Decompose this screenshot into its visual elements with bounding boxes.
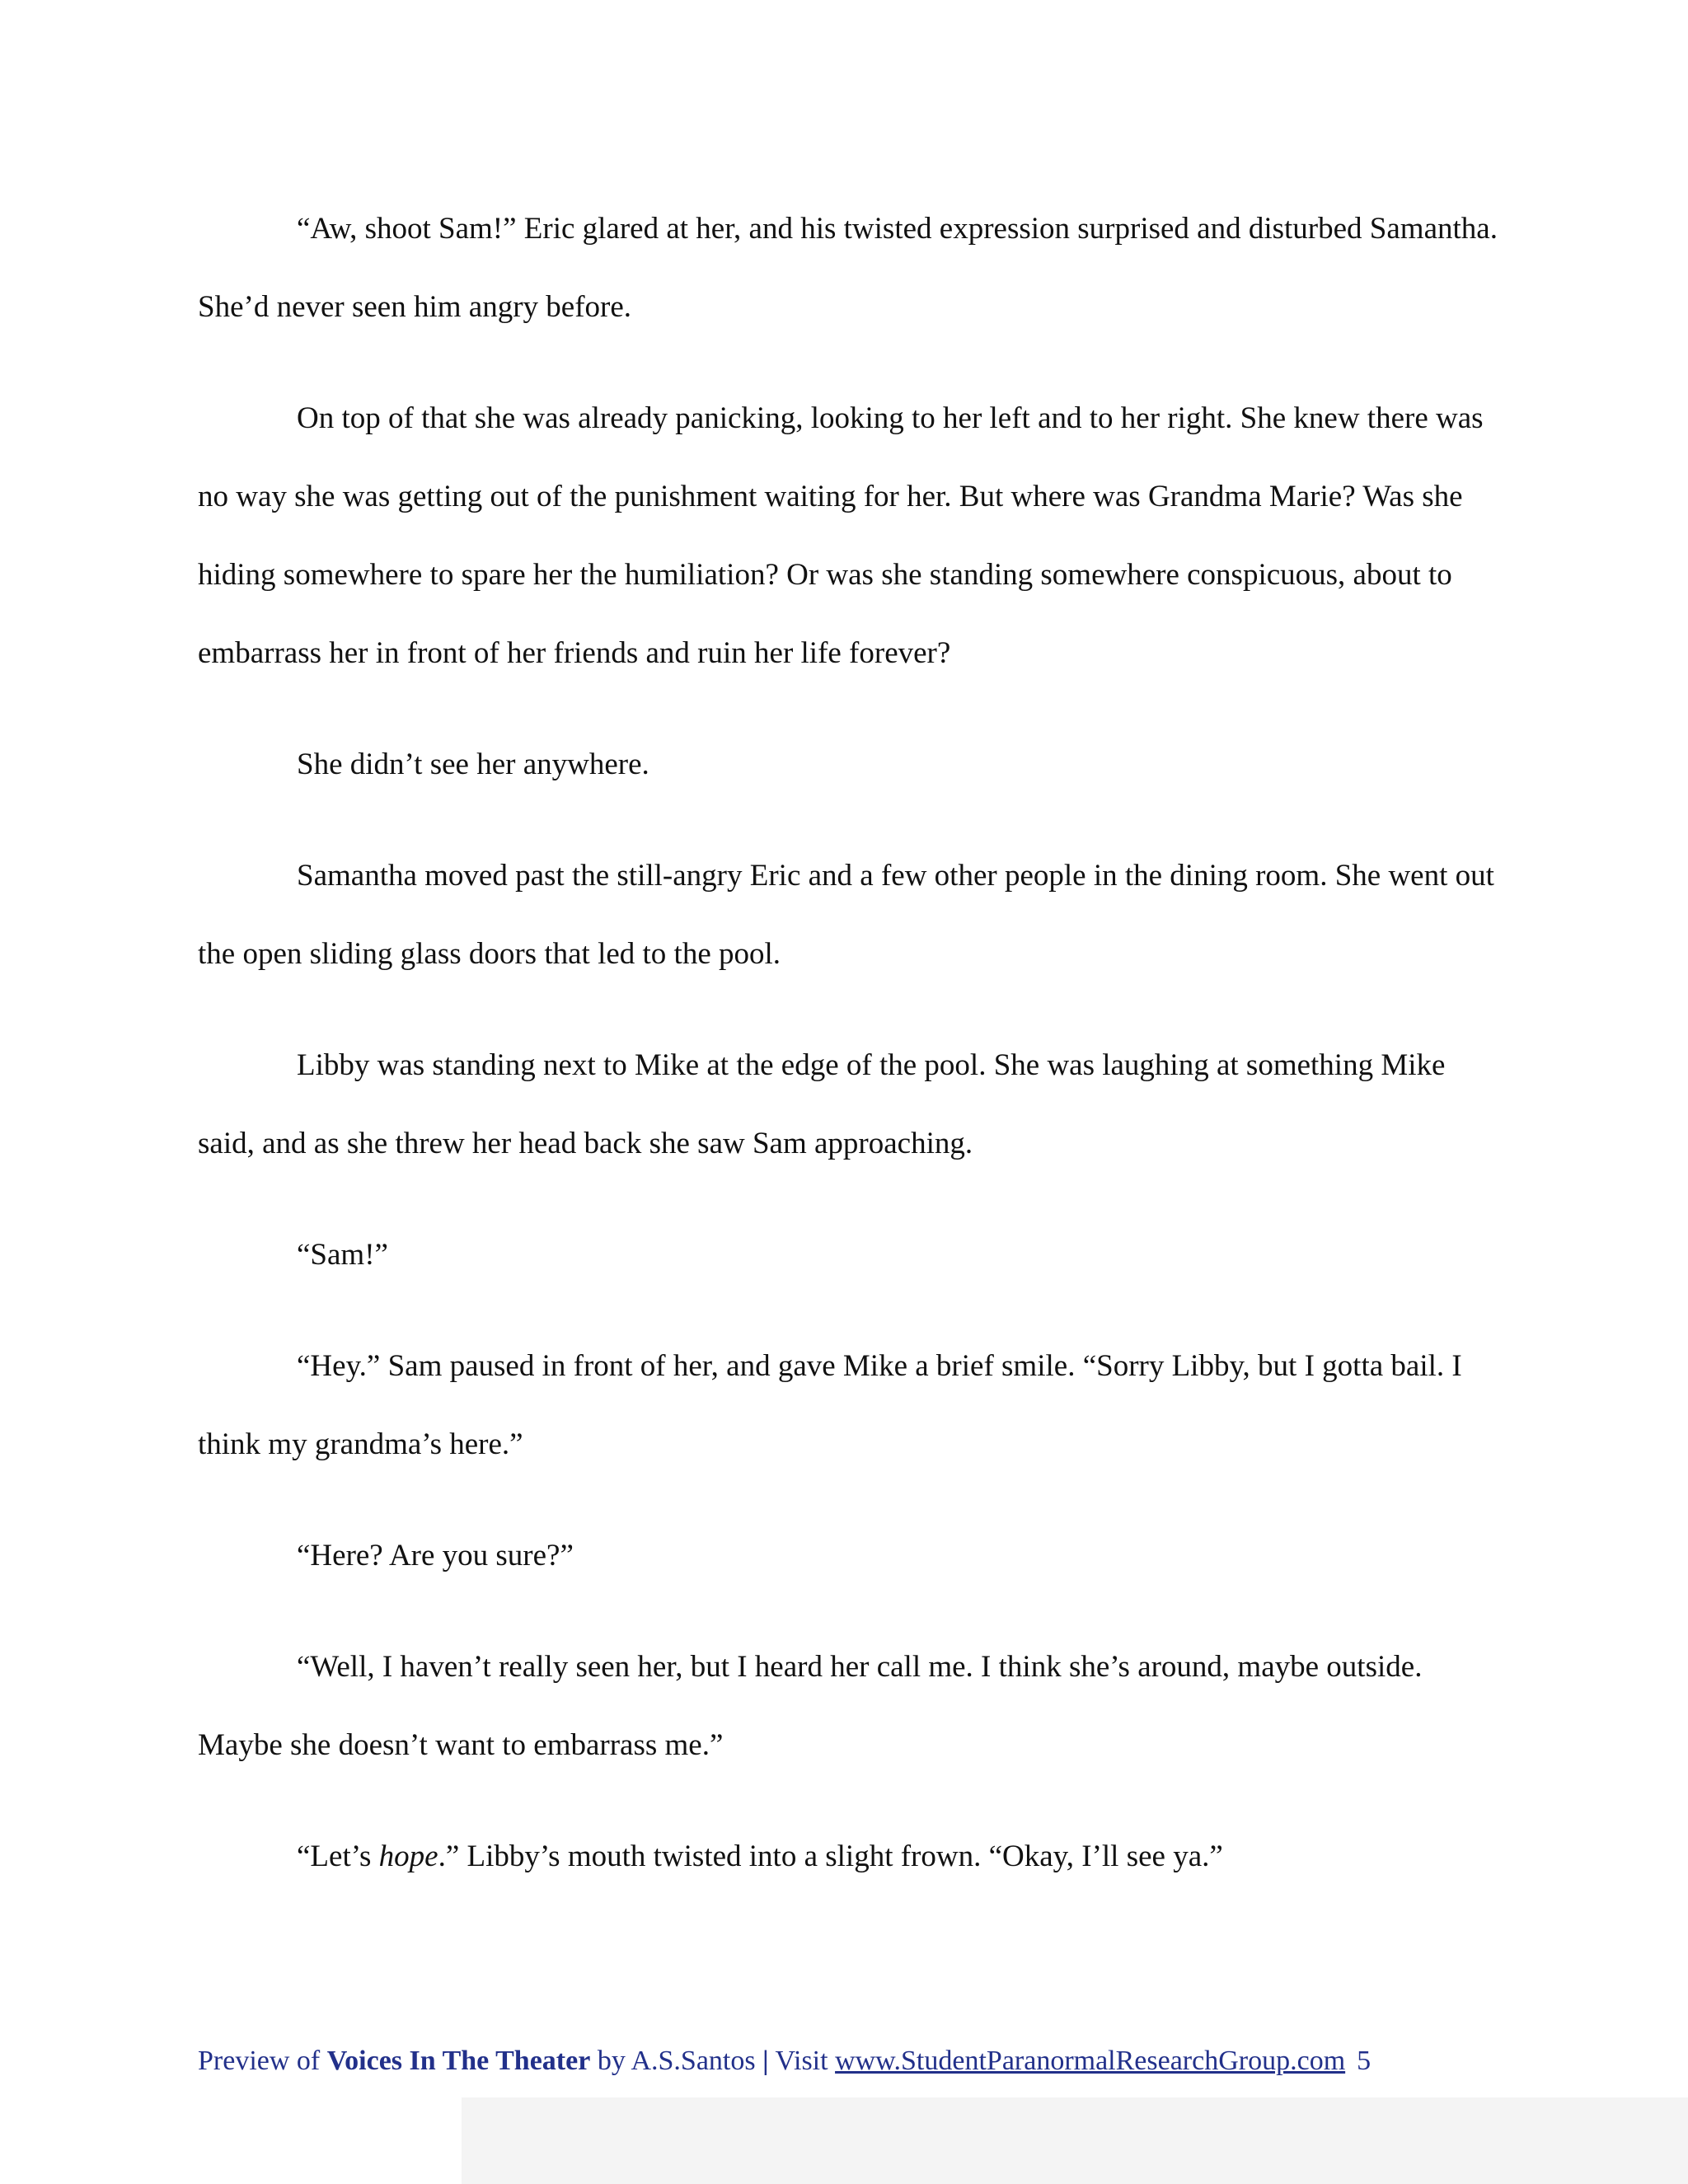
paragraph-10-before: “Let’s — [297, 1840, 379, 1873]
paragraph-4: Samantha moved past the still-angry Eric and a few other people in the dining room. She went out the open sliding glass doors that led to the pool. — [198, 859, 1494, 971]
paragraph-10 — [198, 1817, 1500, 1896]
footer-separator: | — [762, 2046, 769, 2076]
paragraph-7: “Hey.” Sam paused in front of her, and gave Mike a brief smile. “Sorry Libby, but I gotta bail. I think my grandma’s here.” — [198, 1349, 1462, 1461]
footer-book-title: Voices In The Theater — [326, 2046, 591, 2076]
footer-byline: by A.S.Santos — [590, 2046, 763, 2076]
bottom-shading — [462, 2097, 1688, 2184]
paragraph-8: “Here? Are you sure?” — [297, 1539, 574, 1572]
paragraph-10-emphasis: hope — [378, 1840, 438, 1873]
paragraph-5: Libby was standing next to Mike at the edge of the pool. She was laughing at something Mike said, and as she threw her head back she saw Sam approaching. — [198, 1048, 1446, 1160]
footer-website-link[interactable]: www.StudentParanormalResearchGroup.com — [835, 2046, 1346, 2076]
paragraph-2: On top of that she was already panicking, looking to her left and to her right. She knew there was no way she was getting out of the punishment waiting for her. But where was Grandma Marie? Was she hiding somewhere to spare her the humiliation? Or was she standing somewhere conspicuous, about to embarrass her in front of her friends and ruin her life forever? — [198, 401, 1484, 670]
paragraph-10-after: .” Libby’s mouth twisted into a slight frown. “Okay, I’ll see ya.” — [438, 1840, 1223, 1873]
paragraph-6: “Sam!” — [297, 1238, 388, 1272]
paragraph-1: “Aw, shoot Sam!” Eric glared at her, and his twisted expression surprised and disturbed Samantha. She’d never seen him angry before. — [198, 212, 1498, 324]
document-body — [198, 190, 1500, 1929]
footer-prefix: Preview of — [198, 2046, 327, 2076]
paragraph-3: She didn’t see her anywhere. — [297, 748, 649, 781]
footer-visit: Visit — [768, 2046, 836, 2076]
page-number: 5 — [1357, 2046, 1372, 2076]
paragraph-9: “Well, I haven’t really seen her, but I heard her call me. I think she’s around, maybe outside. Maybe she doesn’t want to embarrass me.” — [198, 1650, 1423, 1762]
page-footer — [198, 2046, 1500, 2077]
